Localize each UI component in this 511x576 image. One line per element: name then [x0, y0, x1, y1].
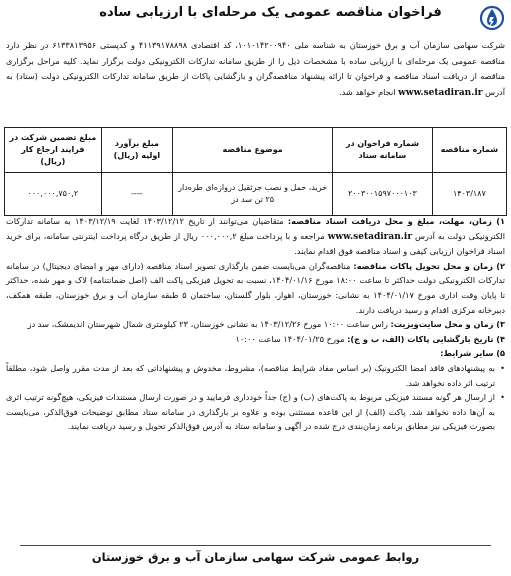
- tender-table: [4, 127, 507, 216]
- cell-guarantee: ۰۰۰,۰۰۰,۷۵۰,۲: [5, 173, 102, 216]
- condition-bullet-2: • از ارسال هر گونه مستند فیزیکی مربوط به پاکت‌های (ب) و (ج) جداً خودداری فرمایید و در صورت ارسال مستندات فیزیکی، هیچ‌گونه ترتیب اثری به آن‌ها داده نخواهد شد. پاکت (الف) از این قاعده مستثنی بوده و علاوه بر بارگذاری در سامانه ستاد مطابق توضیحات فوق‌الذکر، می‌بایست بصورت فیزیکی نیز مطابق برنامه زمان‌بندی درج شده در آگهی و سامانه ستاد به آدرس فوق‌الذکر تحویل و رسید دریافت نمایند.: [6, 390, 505, 434]
- section-1-text: متقاضیان می‌توانند از تاریخ ۱۴۰۳/۱۲/۱۲ لغایت ۱۴۰۳/۱۲/۱۹ به سامانه تدارکات الکترونیکی دولت به آدرس: [6, 216, 505, 241]
- header-estimate: مبلغ برآورد اولیه (ریال): [101, 128, 173, 173]
- cell-tender-number: ۱۴۰۳/۱۸۷: [432, 173, 506, 216]
- cell-tender-subject: خرید، حمل و نصب جرثقیل دروازه‌ای طره‌دار ۲۵ تن سد دز: [173, 173, 333, 216]
- section-opening-date: [6, 332, 505, 347]
- section-5-heading: ۵) سایر شرایط:: [440, 348, 505, 359]
- section-1-text-end: مراجعه و با پرداخت مبلغ ۰۰۰,۰۰۰,۲ ریال از طریق درگاه پرداخت اینترنتی سامانه، برای خرید اسناد فراخوان ارزیابی کیفی و اسناد مناقصه فوق اقدام نمایند.: [6, 230, 505, 257]
- header-tender-subject: موضوع مناقصه: [173, 128, 333, 173]
- condition-bullet-1: • به پیشنهادهای فاقد امضا الکترونیک (بر اساس مفاد شرایط مناقصه)، مشروط، مخدوش و پیشنهاداتی که بعد از مدت مقرر واصل شود، مطلقاً ترتیب اثر داده نخواهد شد.: [6, 361, 505, 390]
- section-2-text: مناقصه‌گران می‌بایست ضمن بارگذاری تصویر اسناد مناقصه (دارای مهر و امضای دیجیتال) در سامانه تدارکات الکترونیکی دولت حداکثر تا ساعت ۱۸:۰۰ مورخ ۱۴۰۴/۰۱/۱۶، نسبت به تحویل فیزیکی پاکت الف (اصل ضمانتنامه) لاک و مهر شده، حداکثر تا پایان وقت اداری مورخ ۱۴۰۴/۰۱/۱۷ به نشانی: خوزستان، اهواز، بلوار گلستان، ساختمان ۵ طبقه سازمان آب و برق خوزستان، طبقه همکف، دبیرخانه مرکزی اقدام و رسید دریافت دارند.: [6, 260, 506, 315]
- cell-setad-number: ۲۰۰۳۰۰۱۵۹۷۰۰۰۱۰۳: [333, 173, 433, 216]
- conditions-section: [6, 214, 505, 434]
- section-4-heading: ۴) تاریخ بازگشایی پاکات (الف، ب و ج):: [347, 333, 505, 344]
- header-setad-number: شماره فراخوان در سامانه ستاد: [333, 128, 433, 173]
- footer-divider: [20, 545, 491, 546]
- cell-estimate: ----: [101, 173, 173, 216]
- section-site-visit: [6, 317, 505, 332]
- intro-paragraph: [6, 38, 505, 101]
- page-title: فراخوان مناقصه عمومی یک مرحله‌ای با ارزیابی ساده: [99, 5, 442, 20]
- section-other-conditions: [6, 346, 505, 361]
- section-3-heading: ۳) زمان و محل سایت‌ویزیت:: [390, 319, 505, 330]
- section-1-heading: ۱) زمان، مهلت، مبلغ و محل دریافت اسناد مناقصه:: [287, 216, 505, 226]
- table-header-row: [5, 128, 507, 173]
- header: [0, 0, 511, 40]
- intro-text: شرکت سهامی سازمان آب و برق خوزستان به شناسه ملی ۱۰۱۰۱۴۲۰۰۹۴۰، کد اقتصادی ۴۱۱۳۹۱۷۸۸۹۸ و کدپستی ۶۱۳۳۸۱۳۹۵۶ در نظر دارد مناقصه عمومی یک مرحله‌ای با ارزیابی ساده با مشخصات ذیل را از طریق سامانه تدارکات الکترونیکی دولت برگزار نماید. کلیه مراحل برگزاری مناقصه از دریافت اسناد مناقصه و فراخوان تا ارائه پیشنهاد مناقصه‌گران و بازگشایی پاکات از طریق سامانه تدارکات الکترونیکی دولت (ستاد) به آدرس: [6, 40, 505, 97]
- section-3-text: راس ساعت ۱۰:۰۰ مورخ ۱۴۰۳/۱۲/۲۶ به نشانی خوزستان، ۲۳ کیلومتری شمال شهرستان اندیمشک، سد دز: [27, 319, 388, 330]
- section-2-heading: ۲) زمان و محل تحویل پاکات مناقصه:: [353, 260, 505, 271]
- table-row: [5, 173, 507, 216]
- header-guarantee: مبلغ تضمین شرکت در فرایند ارجاع کار (ریال): [5, 128, 102, 173]
- organization-logo-icon: [479, 4, 505, 34]
- footer-signature: روابط عمومی شرکت سهامی سازمان آب و برق خوزستان: [91, 550, 420, 564]
- header-tender-number: شماره مناقصه: [432, 128, 506, 173]
- intro-url-link[interactable]: www.setadiran.ir: [398, 87, 483, 98]
- section-1-url-link[interactable]: www.setadiran.ir: [327, 231, 413, 242]
- section-envelope-delivery: [6, 259, 505, 317]
- section-document-receipt: [6, 214, 505, 259]
- intro-text-end: انجام خواهد شد.: [338, 86, 396, 97]
- section-4-text: مورخ ۱۴۰۴/۰۱/۲۵ ساعت ۱۰:۰۰: [235, 333, 345, 344]
